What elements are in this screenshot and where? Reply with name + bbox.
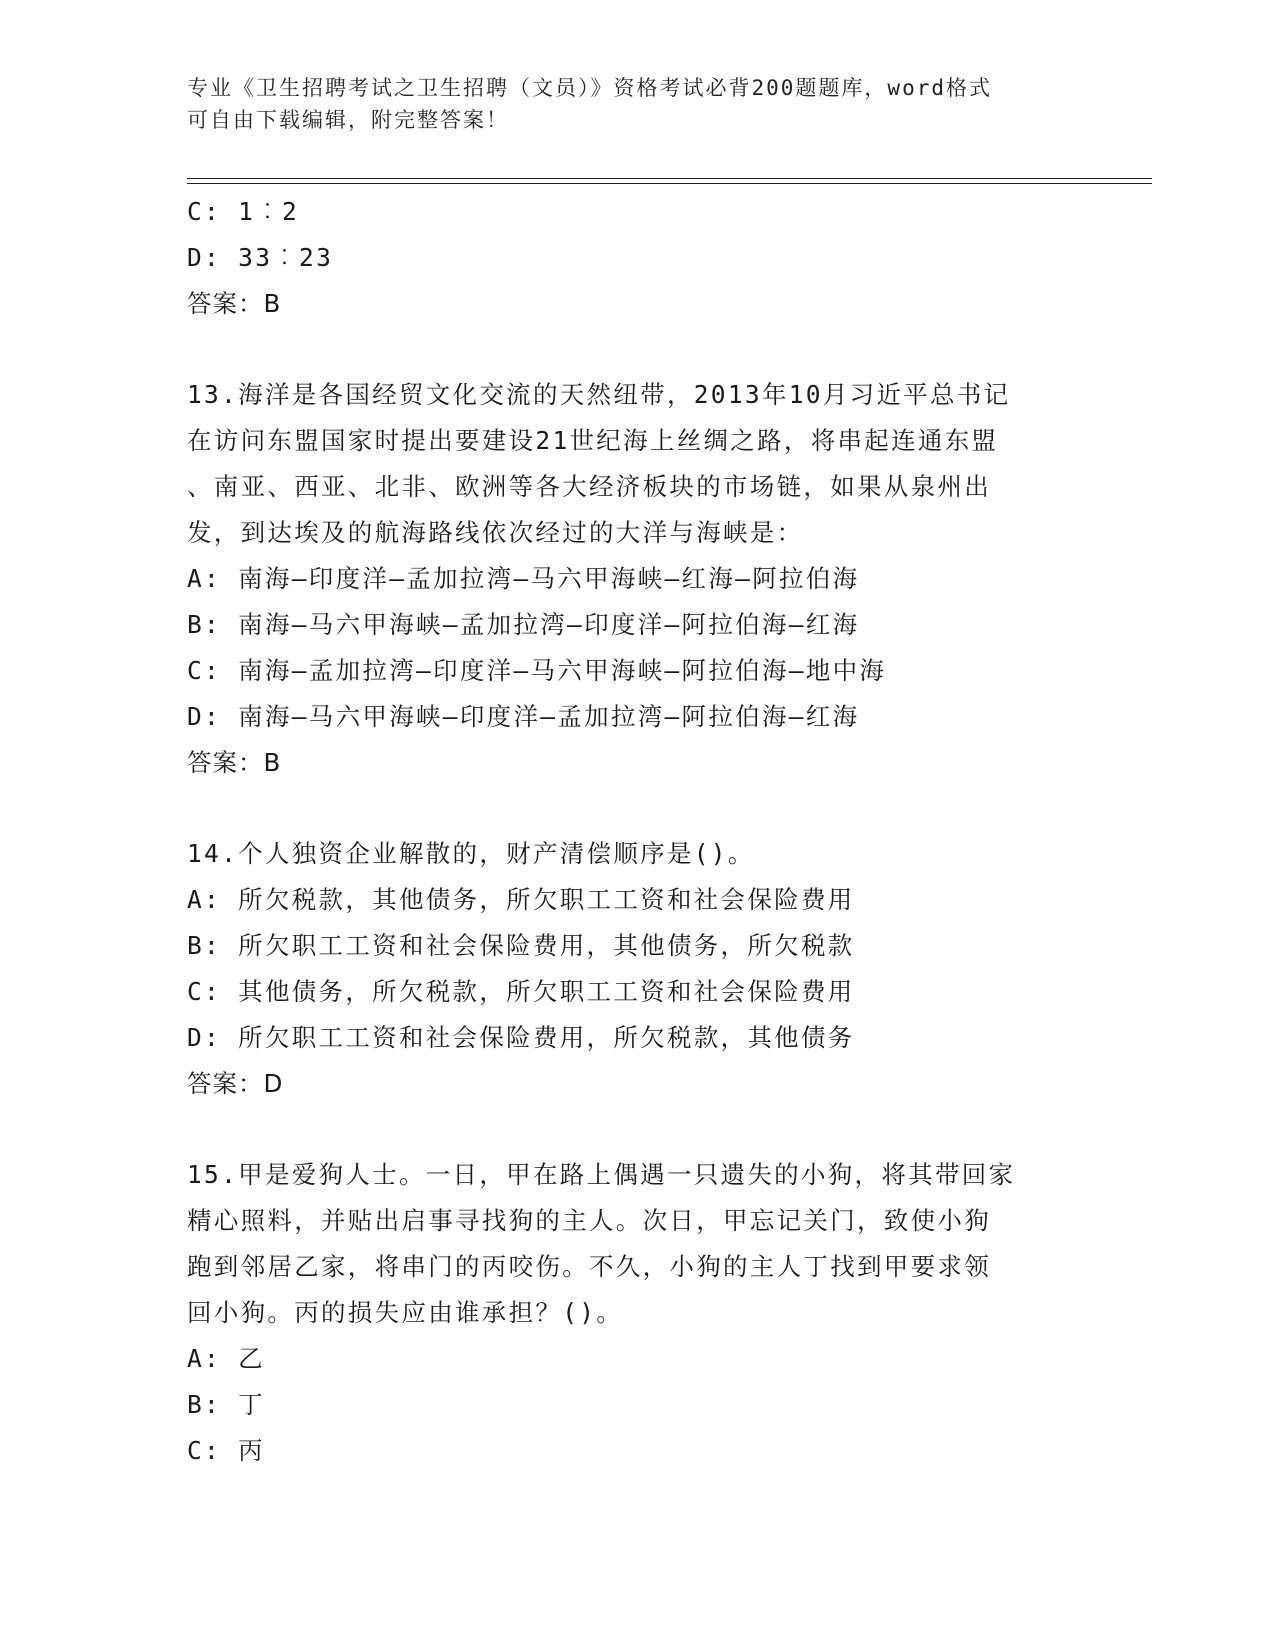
- option-a: A: 乙: [187, 1344, 265, 1373]
- spacer: [187, 786, 1087, 831]
- question-text-line: 精心照料，并贴出启事寻找狗的主人。次日，甲忘记关门，致使小狗: [187, 1206, 991, 1235]
- question-text-line: 14.个人独资企业解散的，财产清偿顺序是()。: [187, 839, 755, 868]
- question-15: [187, 1152, 1087, 1474]
- header-divider-thin: [187, 183, 1152, 184]
- answer-line: 答案：D: [187, 1069, 284, 1098]
- option-d: D: 33︰23: [187, 243, 334, 272]
- header-divider-thick: [187, 178, 1152, 179]
- spacer: [187, 1107, 1087, 1152]
- question-text-line: 13.海洋是各国经贸文化交流的天然纽带，2013年10月习近平总书记: [187, 380, 1011, 409]
- option-a: A: 南海—印度洋—孟加拉湾—马六甲海峡—红海—阿拉伯海: [187, 564, 860, 593]
- option-d: D: 所欠职工工资和社会保险费用，所欠税款，其他债务: [187, 1023, 855, 1052]
- document-header: [187, 72, 1067, 136]
- option-b: B: 所欠职工工资和社会保险费用，其他债务，所欠税款: [187, 931, 855, 960]
- option-c: C: 其他债务，所欠税款，所欠职工工资和社会保险费用: [187, 977, 855, 1006]
- question-14: [187, 831, 1087, 1107]
- option-c: C: 1︰2: [187, 197, 300, 226]
- answer-line: 答案：B: [187, 748, 282, 777]
- question-text-line: 、南亚、西亚、北非、欧洲等各大经济板块的市场链，如果从泉州出: [187, 472, 991, 501]
- option-d: D: 南海—马六甲海峡—印度洋—孟加拉湾—阿拉伯海—红海: [187, 702, 860, 731]
- question-13: [187, 372, 1087, 786]
- option-b: B: 南海—马六甲海峡—孟加拉湾—印度洋—阿拉伯海—红海: [187, 610, 860, 639]
- question-12-tail: [187, 189, 1087, 327]
- question-text-line: 跑到邻居乙家，将串门的丙咬伤。不久，小狗的主人丁找到甲要求领: [187, 1252, 991, 1281]
- answer-line: 答案：B: [187, 289, 282, 318]
- question-text-line: 15.甲是爱狗人士。一日，甲在路上偶遇一只遗失的小狗，将其带回家: [187, 1160, 1016, 1189]
- spacer: [187, 327, 1087, 372]
- header-title-line-1: 专业《卫生招聘考试之卫生招聘（文员）》资格考试必背200题题库，word格式: [187, 76, 992, 100]
- option-a: A: 所欠税款，其他债务，所欠职工工资和社会保险费用: [187, 885, 855, 914]
- header-title-line-2: 可自由下载编辑，附完整答案！: [187, 108, 509, 132]
- option-b: B: 丁: [187, 1390, 265, 1419]
- question-text-line: 发，到达埃及的航海路线依次经过的大洋与海峡是：: [187, 518, 804, 547]
- option-c: C: 南海—孟加拉湾—印度洋—马六甲海峡—阿拉伯海—地中海: [187, 656, 887, 685]
- option-c: C: 丙: [187, 1436, 265, 1465]
- question-text-line: 回小狗。丙的损失应由谁承担？()。: [187, 1298, 624, 1327]
- question-text-line: 在访问东盟国家时提出要建设21世纪海上丝绸之路，将串起连通东盟: [187, 426, 999, 455]
- document-body: [187, 189, 1087, 1474]
